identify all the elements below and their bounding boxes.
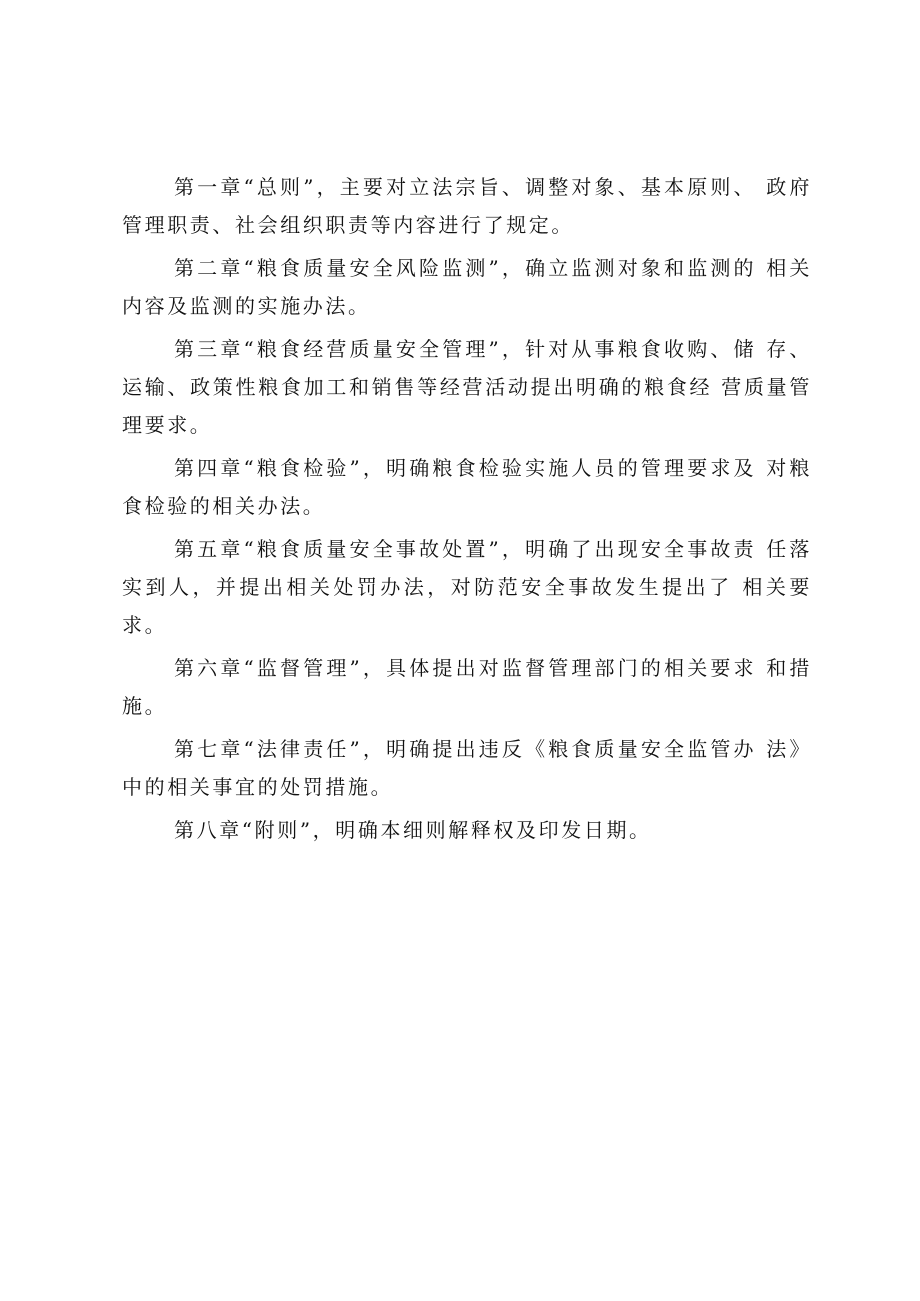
paragraph-chapter-3: 第三章“粮食经营质量安全管理”，针对从事粮食收购、储 存、运输、政策性粮食加工和销售等经营活动提出明确的粮食经 营质量管理要求。: [122, 337, 812, 437]
paragraph-chapter-5: 第五章“粮食质量安全事故处置”，明确了出现安全事故责 任落实到人，并提出相关处罚办法，对防范安全事故发生提出了 相关要求。: [122, 537, 812, 637]
paragraph-chapter-4: 第四章“粮食检验”，明确粮食检验实施人员的管理要求及 对粮食检验的相关办法。: [122, 456, 812, 518]
paragraph-chapter-7: 第七章“法律责任”，明确提出违反《粮食质量安全监管办 法》中的相关事宜的处罚措施。: [122, 737, 812, 799]
paragraph-chapter-2: 第二章“粮食质量安全风险监测”，确立监测对象和监测的 相关内容及监测的实施办法。: [122, 256, 812, 318]
document-body: [122, 168, 812, 854]
paragraph-chapter-8: 第八章“附则”，明确本细则解释权及印发日期。: [174, 818, 652, 842]
paragraph-chapter-1: 第一章“总则”，主要对立法宗旨、调整对象、基本原则、 政府管理职责、社会组织职责等内容进行了规定。: [122, 175, 812, 237]
paragraph-chapter-6: 第六章“监督管理”，具体提出对监督管理部门的相关要求 和措施。: [122, 656, 812, 718]
